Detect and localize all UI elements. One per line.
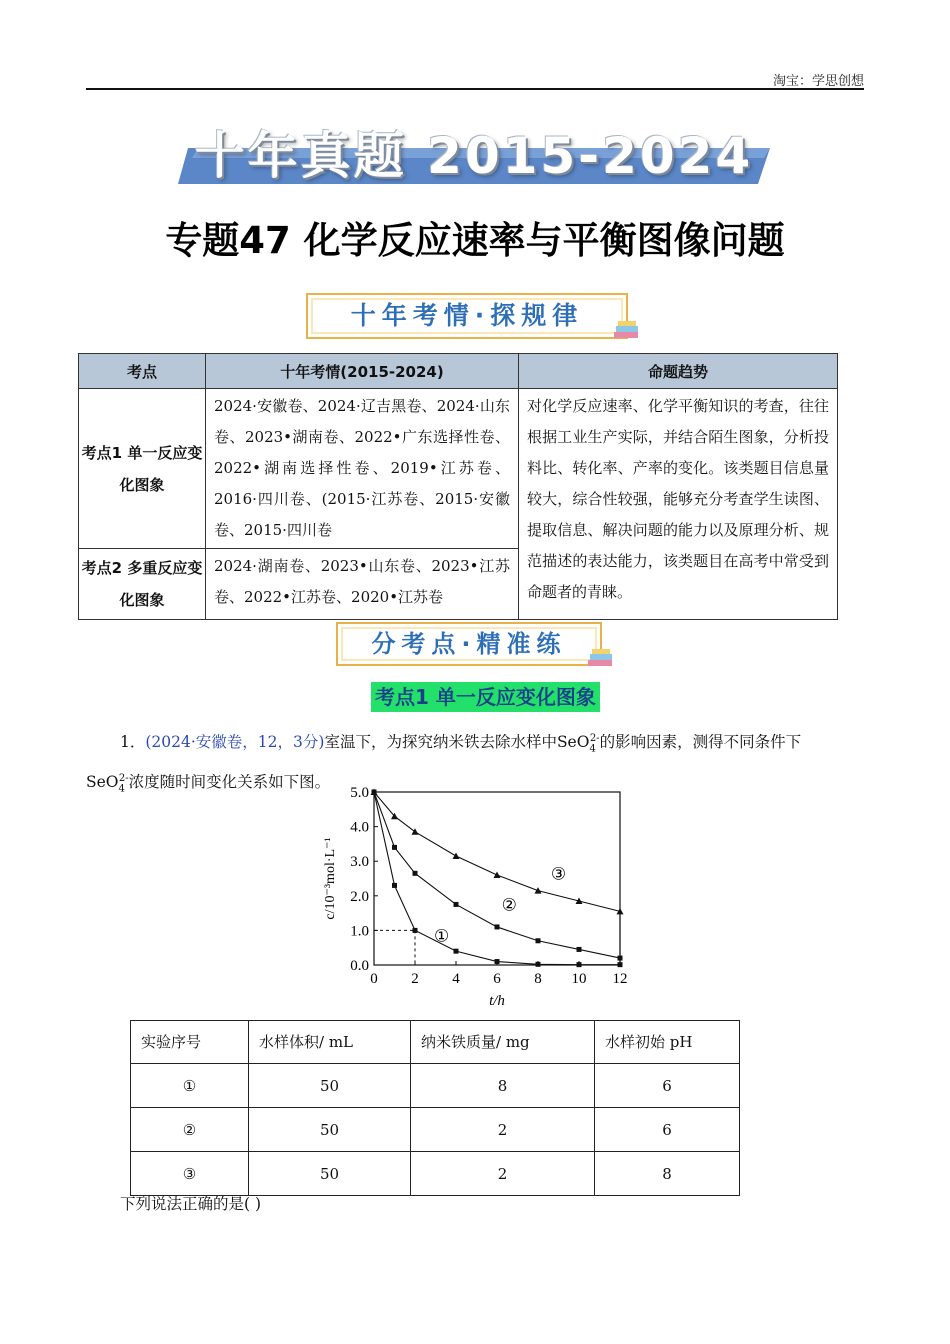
tag-ten-year: 十年考情·探规律 xyxy=(306,293,628,339)
x-tick-label: 0 xyxy=(370,971,378,987)
series-point-3 xyxy=(535,887,542,894)
y-tick-label: 2.0 xyxy=(350,888,369,905)
header-rule xyxy=(86,88,864,90)
books-icon-2 xyxy=(586,646,616,670)
exp-cell: 2 xyxy=(411,1108,595,1152)
y-tick-label: 1.0 xyxy=(350,923,369,940)
exp-row-3 xyxy=(131,1152,740,1196)
x-tick-label: 2 xyxy=(411,971,419,987)
exp-cell: 6 xyxy=(595,1108,740,1152)
exp-header-ph: 水样初始 pH xyxy=(595,1021,740,1064)
y-axis-label: c/10⁻³mol·L⁻¹ xyxy=(323,837,338,920)
series-point-1 xyxy=(536,962,541,967)
section-heading: 考点1 单一反应变化图象 xyxy=(371,682,600,712)
series-point-1 xyxy=(392,883,397,888)
exp-cell: 50 xyxy=(249,1108,411,1152)
overview-years-1: 2024·安徽卷、2024·辽吉黑卷、2024·山东卷、2023•湖南卷、2022•广东选择性卷、2022•湖南选择性卷、2019•江苏卷、2016·四川卷、(2015·江苏卷、2015·安徽卷、2015·四川卷 xyxy=(206,389,519,549)
banner-title: 十年真题 2015-2024 xyxy=(194,127,754,185)
question-sub: 4 xyxy=(589,743,596,755)
exp-header-id: 实验序号 xyxy=(131,1021,249,1064)
x-tick-label: 10 xyxy=(571,971,587,987)
x-tick-label: 4 xyxy=(452,971,460,987)
series-label-1: ① xyxy=(434,926,450,947)
books-icon xyxy=(612,318,642,342)
question-text-2: 的影响因素，测得不同条件下 xyxy=(599,733,802,752)
series-point-1 xyxy=(495,959,500,964)
experiment-table xyxy=(130,1020,740,1196)
x-tick-label: 12 xyxy=(612,971,628,987)
question-sup: 2- xyxy=(589,733,600,744)
y-tick-label: 3.0 xyxy=(350,854,369,871)
plot-frame xyxy=(374,792,620,965)
series-point-1 xyxy=(577,962,582,967)
question-source: (2024·安徽卷，12，3分) xyxy=(145,733,325,752)
question-text-1: 室温下，为探究纳米铁去除水样中SeO xyxy=(324,733,590,752)
series-point-2 xyxy=(577,947,582,952)
overview-header-years: 十年考情(2015-2024) xyxy=(206,354,519,389)
overview-point-1: 考点1 单一反应变化图象 xyxy=(79,389,206,549)
exp-cell: 8 xyxy=(411,1064,595,1108)
series-line-1 xyxy=(374,792,620,965)
series-point-3 xyxy=(453,853,460,860)
exp-header-iron: 纳米铁质量/ mg xyxy=(411,1021,595,1064)
question-prompt: 下列说法正确的是( ) xyxy=(120,1195,262,1213)
overview-header-point: 考点 xyxy=(79,354,206,389)
exp-cell: ① xyxy=(131,1064,249,1108)
question-number: 1． xyxy=(120,733,146,752)
header-shop-text: 淘宝：学思创想 xyxy=(772,74,864,89)
question-text-4: 浓度随时间变化关系如下图。 xyxy=(128,773,331,792)
question-sup-2: 2- xyxy=(118,773,129,785)
exp-cell: 8 xyxy=(595,1152,740,1196)
series-point-1 xyxy=(454,949,459,954)
series-line-3 xyxy=(374,792,620,911)
exp-row-1 xyxy=(131,1064,740,1108)
series-point-2 xyxy=(536,938,541,943)
exp-row-2 xyxy=(131,1108,740,1152)
concentration-chart xyxy=(300,780,660,1012)
exp-cell: 50 xyxy=(249,1152,411,1196)
series-point-2 xyxy=(454,902,459,907)
series-point-1 xyxy=(413,928,418,933)
series-point-3 xyxy=(494,872,501,879)
x-tick-label: 8 xyxy=(534,971,542,987)
series-point-2 xyxy=(495,924,500,929)
page-title: 专题47 化学反应速率与平衡图像问题 xyxy=(165,219,785,262)
y-tick-label: 4.0 xyxy=(350,819,369,836)
tag-practice: 分考点·精准练 xyxy=(336,622,602,666)
series-label-2: ② xyxy=(501,895,517,916)
series-point-2 xyxy=(392,845,397,850)
exp-cell: 50 xyxy=(249,1064,411,1108)
series-label-3: ③ xyxy=(550,864,567,885)
exp-cell: ③ xyxy=(131,1152,249,1196)
overview-trend: 对化学反应速率、化学平衡知识的考查，往往根据工业生产实际，并结合陌生图象，分析投料比、转化率、产率的变化。该类题目信息量较大，综合性较强，能够充分考查学生读图、提取信息、解决问题的能力以及原理分析、规范描述的表达能力，该类题目在高考中常受到命题者的青睐。 xyxy=(519,389,838,620)
exp-cell: ② xyxy=(131,1108,249,1152)
y-tick-label: 0.0 xyxy=(350,958,369,974)
overview-table xyxy=(78,353,838,620)
series-point-2 xyxy=(413,871,418,876)
exp-cell: 6 xyxy=(595,1064,740,1108)
x-tick-label: 6 xyxy=(493,971,501,987)
overview-years-2: 2024·湖南卷、2023•山东卷、2023•江苏卷、2022•江苏卷、2020•江苏卷 xyxy=(206,549,519,620)
x-axis-label: t/h xyxy=(489,993,505,1009)
exp-header-volume: 水样体积/ mL xyxy=(249,1021,411,1064)
overview-point-2: 考点2 多重反应变化图象 xyxy=(79,549,206,620)
y-tick-label: 5.0 xyxy=(350,785,369,801)
exp-cell: 2 xyxy=(411,1152,595,1196)
overview-header-trend: 命题趋势 xyxy=(519,354,838,389)
question-text-3: SeO xyxy=(86,773,119,792)
question-sub-2: 4 xyxy=(118,783,125,795)
